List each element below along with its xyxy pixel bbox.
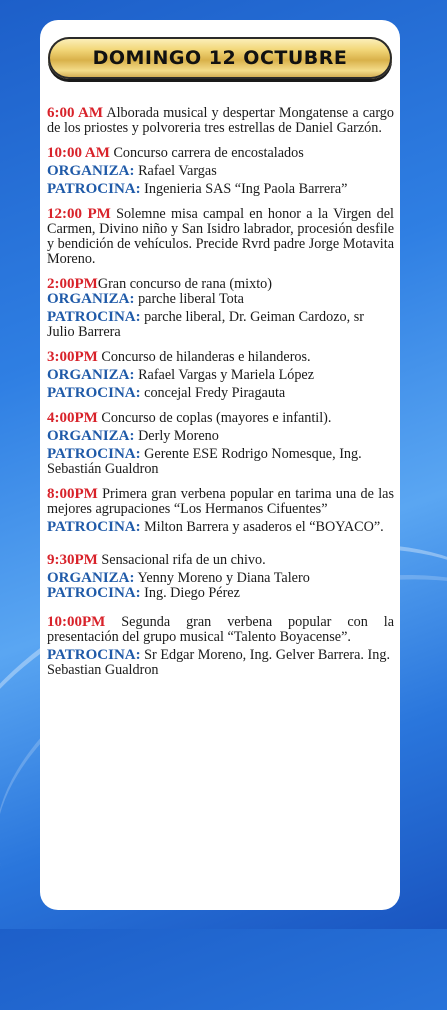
organiza-label: ORGANIZA: — [47, 367, 135, 383]
event-item — [47, 277, 394, 340]
event-description: Segunda gran verbena popular con la presentación del grupo musical “Talento Boyacense”. — [47, 614, 394, 645]
sponsor: Milton Barrera y asaderos el “BOYACO”. — [140, 519, 384, 535]
event-description: Gran concurso de rana (mixto) — [97, 276, 272, 292]
event-time: 3:00PM — [47, 349, 98, 365]
event-description: Solemne misa campal en honor a la Virgen del Carmen, Divino niño y San Isidro labrador, procesión desfile y bendición de vehículos. Precide Rvrd padre Jorge Motavita Moreno. — [47, 206, 394, 267]
organizer: Yenny Moreno y Diana Talero — [134, 570, 310, 586]
organiza-label: ORGANIZA: — [47, 291, 135, 307]
day-banner — [48, 37, 392, 79]
event-description: Concurso de hilanderas e hilanderos. — [97, 349, 311, 365]
event-time: 10:00 AM — [47, 145, 110, 161]
event-time: 8:00PM — [47, 486, 98, 502]
organizer: Rafael Vargas y Mariela López — [134, 367, 315, 383]
event-item — [47, 106, 394, 136]
event-item — [47, 553, 394, 601]
organizer: parche liberal Tota — [134, 291, 244, 307]
patrocina-label: PATROCINA: — [47, 446, 141, 462]
patrocina-label: PATROCINA: — [47, 519, 141, 535]
sponsor: concejal Fredy Piragauta — [140, 385, 286, 401]
sponsor: parche liberal, Dr. Geiman Cardozo, sr Julio Barrera — [47, 309, 364, 340]
event-description: Primera gran verbena popular en tarima una de las mejores agrupaciones “Los Hermanos Cifuentes” — [47, 486, 394, 517]
patrocina-label: PATROCINA: — [47, 585, 141, 601]
organiza-label: ORGANIZA: — [47, 570, 135, 586]
patrocina-label: PATROCINA: — [47, 647, 141, 663]
event-item — [47, 615, 394, 678]
event-time: 9:30PM — [47, 552, 98, 568]
event-description: Sensacional rifa de un chivo. — [97, 552, 266, 568]
event-item — [47, 411, 394, 477]
event-time: 10:00PM — [47, 614, 106, 630]
organiza-label: ORGANIZA: — [47, 428, 135, 444]
sponsor: Sr Edgar Moreno, Ing. Gelver Barrera. Ing. Sebastian Gualdron — [47, 647, 390, 678]
organiza-label: ORGANIZA: — [47, 163, 135, 179]
patrocina-label: PATROCINA: — [47, 309, 141, 325]
organizer: Derly Moreno — [134, 428, 219, 444]
event-item — [47, 487, 394, 535]
sponsor: Ingenieria SAS “Ing Paola Barrera” — [140, 181, 348, 197]
schedule-card — [40, 20, 400, 910]
patrocina-label: PATROCINA: — [47, 385, 141, 401]
event-time: 12:00 PM — [47, 206, 111, 222]
event-item — [47, 207, 394, 267]
event-description: Alborada musical y despertar Mongatense a cargo de los priostes y polvoreria tres estrellas de Daniel Garzón. — [47, 105, 394, 136]
sponsor: Gerente ESE Rodrigo Nomesque, Ing. Sebastián Gualdron — [47, 446, 362, 477]
event-description: Concurso carrera de encostalados — [109, 145, 304, 161]
event-item — [47, 350, 394, 401]
sponsor: Ing. Diego Pérez — [140, 585, 240, 601]
event-time: 4:00PM — [47, 410, 98, 426]
day-title: DOMINGO 12 OCTUBRE — [92, 47, 348, 69]
event-item — [47, 146, 394, 197]
patrocina-label: PATROCINA: — [47, 181, 141, 197]
event-list — [47, 106, 394, 688]
event-time: 2:00PM — [47, 276, 98, 292]
event-description: Concurso de coplas (mayores e infantil). — [97, 410, 332, 426]
organizer: Rafael Vargas — [134, 163, 217, 179]
event-time: 6:00 AM — [47, 105, 103, 121]
